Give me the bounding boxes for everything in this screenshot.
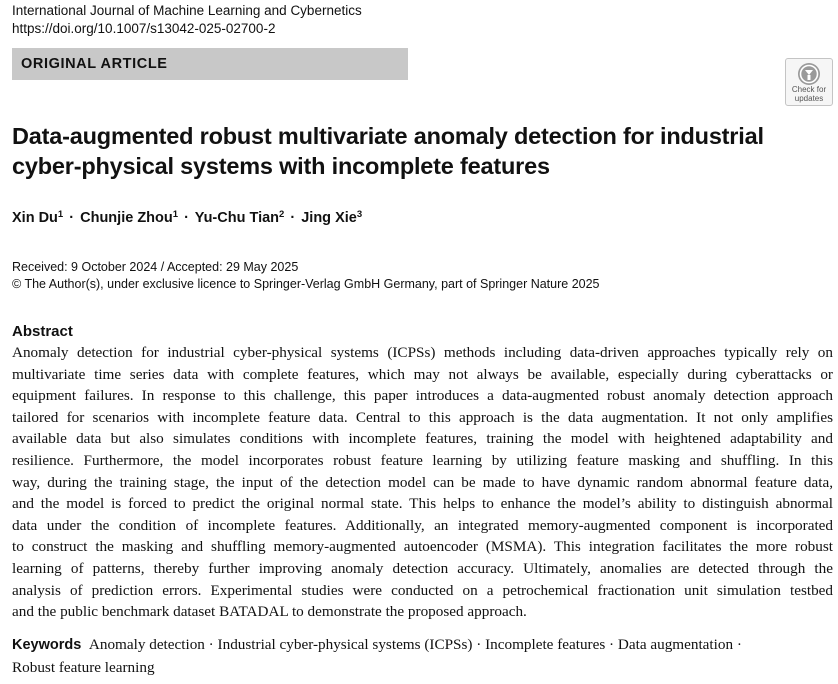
title-line-1: Data-augmented robust multivariate anomaly detection for industrial xyxy=(12,123,764,149)
abstract-line: way, during the training stage, the input of the detection model can be made to have dynamic random abnormal feature data, xyxy=(12,473,833,491)
abstract-line: multivariate time series data with complete features, which may not always be available, especially during cyberattacks or xyxy=(12,365,833,383)
journal-name: International Journal of Machine Learning and Cybernetics xyxy=(12,3,362,18)
keywords-line-2: Robust feature learning xyxy=(12,658,155,676)
author-separator: · xyxy=(69,210,75,226)
abstract-line: to construct the masking and shuffling memory-augmented autoencoder (MSMA). This integration facilitates the more robust xyxy=(12,538,833,556)
author-affiliation[interactable]: 1 xyxy=(57,209,64,220)
article-type-banner xyxy=(12,48,408,80)
keywords-label: Keywords xyxy=(12,637,82,653)
title-line-2: cyber-physical systems with incomplete features xyxy=(12,153,550,179)
keywords-section xyxy=(12,634,833,678)
paper-title xyxy=(12,121,802,181)
abstract-text xyxy=(12,342,833,623)
author-separator: · xyxy=(184,210,189,226)
author-name[interactable]: Xin Du xyxy=(12,210,58,226)
abstract-line: analysis of prediction errors. Experimental studies were conducted on a petrochemical fractionation unit simulation testbed xyxy=(12,581,833,599)
abstract-heading: Abstract xyxy=(12,323,73,340)
doi-link[interactable]: https://doi.org/10.1007/s13042-025-02700-2 xyxy=(12,21,276,36)
copyright-notice: © The Author(s), under exclusive licence to Springer-Verlag GmbH Germany, part of Springer Nature 2025 xyxy=(12,277,600,291)
abstract-line: Anomaly detection for industrial cyber-physical systems (ICPSs) methods including data-driven approaches typically rely on xyxy=(12,344,833,361)
keywords-line-1 xyxy=(12,634,833,657)
check-updates-line1: Check for xyxy=(791,85,827,94)
author-list xyxy=(12,208,362,228)
author-separator: · xyxy=(290,210,296,226)
abstract-line: resilience. Furthermore, the model incorporates robust feature learning by utilizing feature masking and shuffling. In this xyxy=(12,451,833,469)
abstract-line: equipment failures. In response to this challenge, this paper introduces a data-augmented robust anomaly detection approach xyxy=(12,387,833,405)
abstract-line: available data but also simulates conditions with incomplete features, training the model with heightened adaptability and xyxy=(12,430,833,448)
abstract-line: data under the condition of incomplete features. Additionally, an integrated memory-augmented component is incorporated xyxy=(12,516,833,534)
author-name[interactable]: Yu-Chu Tian xyxy=(194,210,280,226)
author-affiliation[interactable]: 2 xyxy=(279,209,285,220)
article-type-label: ORIGINAL ARTICLE xyxy=(21,56,168,72)
check-updates-line2: updates xyxy=(794,93,824,103)
abstract-line: and the public benchmark dataset BATADAL to demonstrate the proposed approach. xyxy=(12,603,527,621)
author-affiliation[interactable]: 1 xyxy=(172,209,179,220)
author-name[interactable]: Chunjie Zhou xyxy=(80,210,173,226)
keywords-list: Anomaly detection · Industrial cyber-physical systems (ICPSs) · Incomplete features · Data augmentation · xyxy=(88,636,742,653)
abstract-line: and the model is forced to predict the original normal state. This helps to enhance the model’s ability to distinguish abnormal xyxy=(12,495,833,513)
check-for-updates-icon xyxy=(796,62,822,86)
check-for-updates-button[interactable] xyxy=(785,58,833,106)
author-name[interactable]: Jing Xie xyxy=(301,210,357,226)
abstract-line: tailored for scenarios with incomplete feature data. Central to this approach is the data augmentation. It not only amplifies xyxy=(12,408,833,426)
author-affiliation[interactable]: 3 xyxy=(356,209,363,220)
received-accepted-dates: Received: 9 October 2024 / Accepted: 29 May 2025 xyxy=(12,260,299,274)
abstract-line: learning of patterns, thereby further improving anomaly detection accuracy. Ultimately, anomalies are detected through the xyxy=(12,559,833,577)
